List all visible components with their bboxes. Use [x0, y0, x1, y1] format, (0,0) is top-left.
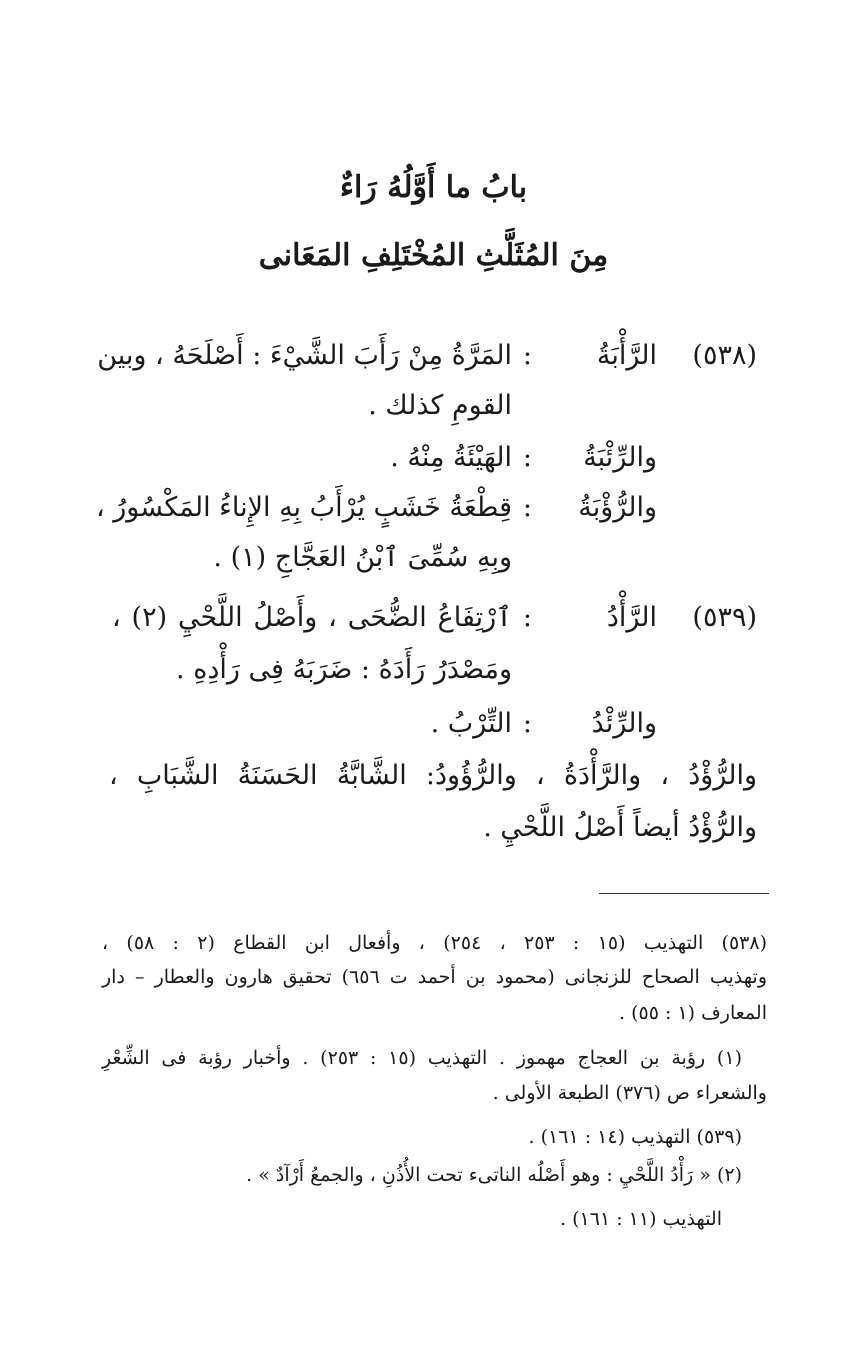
colon: : [522, 492, 532, 523]
colon: : [522, 708, 532, 739]
footnote-rule [599, 893, 769, 894]
closing-line: والرُّؤْدُ ، والرَّأْدَةُ ، والرُّؤُودُ: الشَّابَّةُ الحَسَنَةُ الشَّبَابِ ، [109, 760, 757, 791]
definition-line: الهَيْئَةُ مِنْهُ . [390, 442, 512, 473]
headword: والرِّئْدُ [591, 708, 657, 739]
definition-line: التِّرْبُ . [430, 708, 512, 739]
definition-line: وبِهِ سُمِّىَ ٱبْنُ العَجَّاجِ (١) . [213, 542, 512, 573]
colon: : [522, 602, 532, 633]
definition-line: المَرَّةُ مِنْ رَأَبَ الشَّيْءَ : أَصْلَحَهُ ، وبين [97, 340, 512, 371]
footnote-538: (٥٣٨) التهذيب (١٥ : ٢٥٣ ، ٢٥٤) ، وأفعال ابن القطاع (٢ : ٥٨) ، [102, 932, 768, 954]
footnote-1: (١) رؤبة بن العجاج مهموز . التهذيب (١٥ : ٢٥٣) . وأخبار رؤبة فى الشِّعْرِ [102, 1047, 742, 1069]
entry-number: (٥٣٩) [692, 602, 757, 633]
definition-line: ٱرْتِفَاعُ الضُّحَى ، وأَصْلُ اللَّحْيِ (٢) ، [112, 602, 512, 633]
entry-number: (٥٣٨) [692, 340, 757, 371]
closing-line: والرُّؤْدُ أيضاً أَصْلُ اللَّحْيِ . [483, 812, 757, 843]
chapter-subtitle: مِنَ المُثَلَّثِ المُخْتَلِفِ المَعَانى [258, 238, 609, 273]
footnote-539: (٥٣٩) التهذيب (١٤ : ١٦١) . [528, 1126, 742, 1148]
footnote-2: التهذيب (١١ : ١٦١) . [560, 1208, 722, 1230]
headword: والرِّئْبَةُ [583, 442, 657, 473]
headword: الرَّأْدُ [606, 602, 657, 633]
footnote-2: (٢) « رَأْدُ اللَّحْيِ : وهو أَصْلُه الناتىء تحت الأُذُنِ ، والجمعُ أَرْآدٌ » . [246, 1164, 742, 1186]
chapter-title: بابُ ما أَوَّلُهُ رَاءٌ [339, 170, 528, 205]
definition-line: قِطْعَةُ خَشَبٍ يُرْأَبُ بِهِ الإِناءُ المَكْسُورُ ، [95, 492, 512, 523]
definition-line: القومِ كذلك . [368, 390, 512, 421]
definition-line: ومَصْدَرُ رَأَدَهُ : ضَرَبَهُ فِى رَأْدِهِ . [176, 654, 512, 685]
colon: : [522, 442, 532, 473]
footnote-538: وتهذيب الصحاح للزنجانى (محمود بن أحمد ت ٦٥٦) تحقيق هارون والعطار – دار [102, 966, 767, 988]
footnote-538: المعارف (١ : ٥٥) . [619, 1002, 767, 1024]
colon: : [522, 340, 532, 371]
headword: والرُّؤْبَةُ [578, 492, 657, 523]
footnote-1: والشعراء ص (٣٧٦) الطبعة الأولى . [492, 1082, 767, 1104]
headword: الرَّأْبَةُ [596, 340, 657, 371]
